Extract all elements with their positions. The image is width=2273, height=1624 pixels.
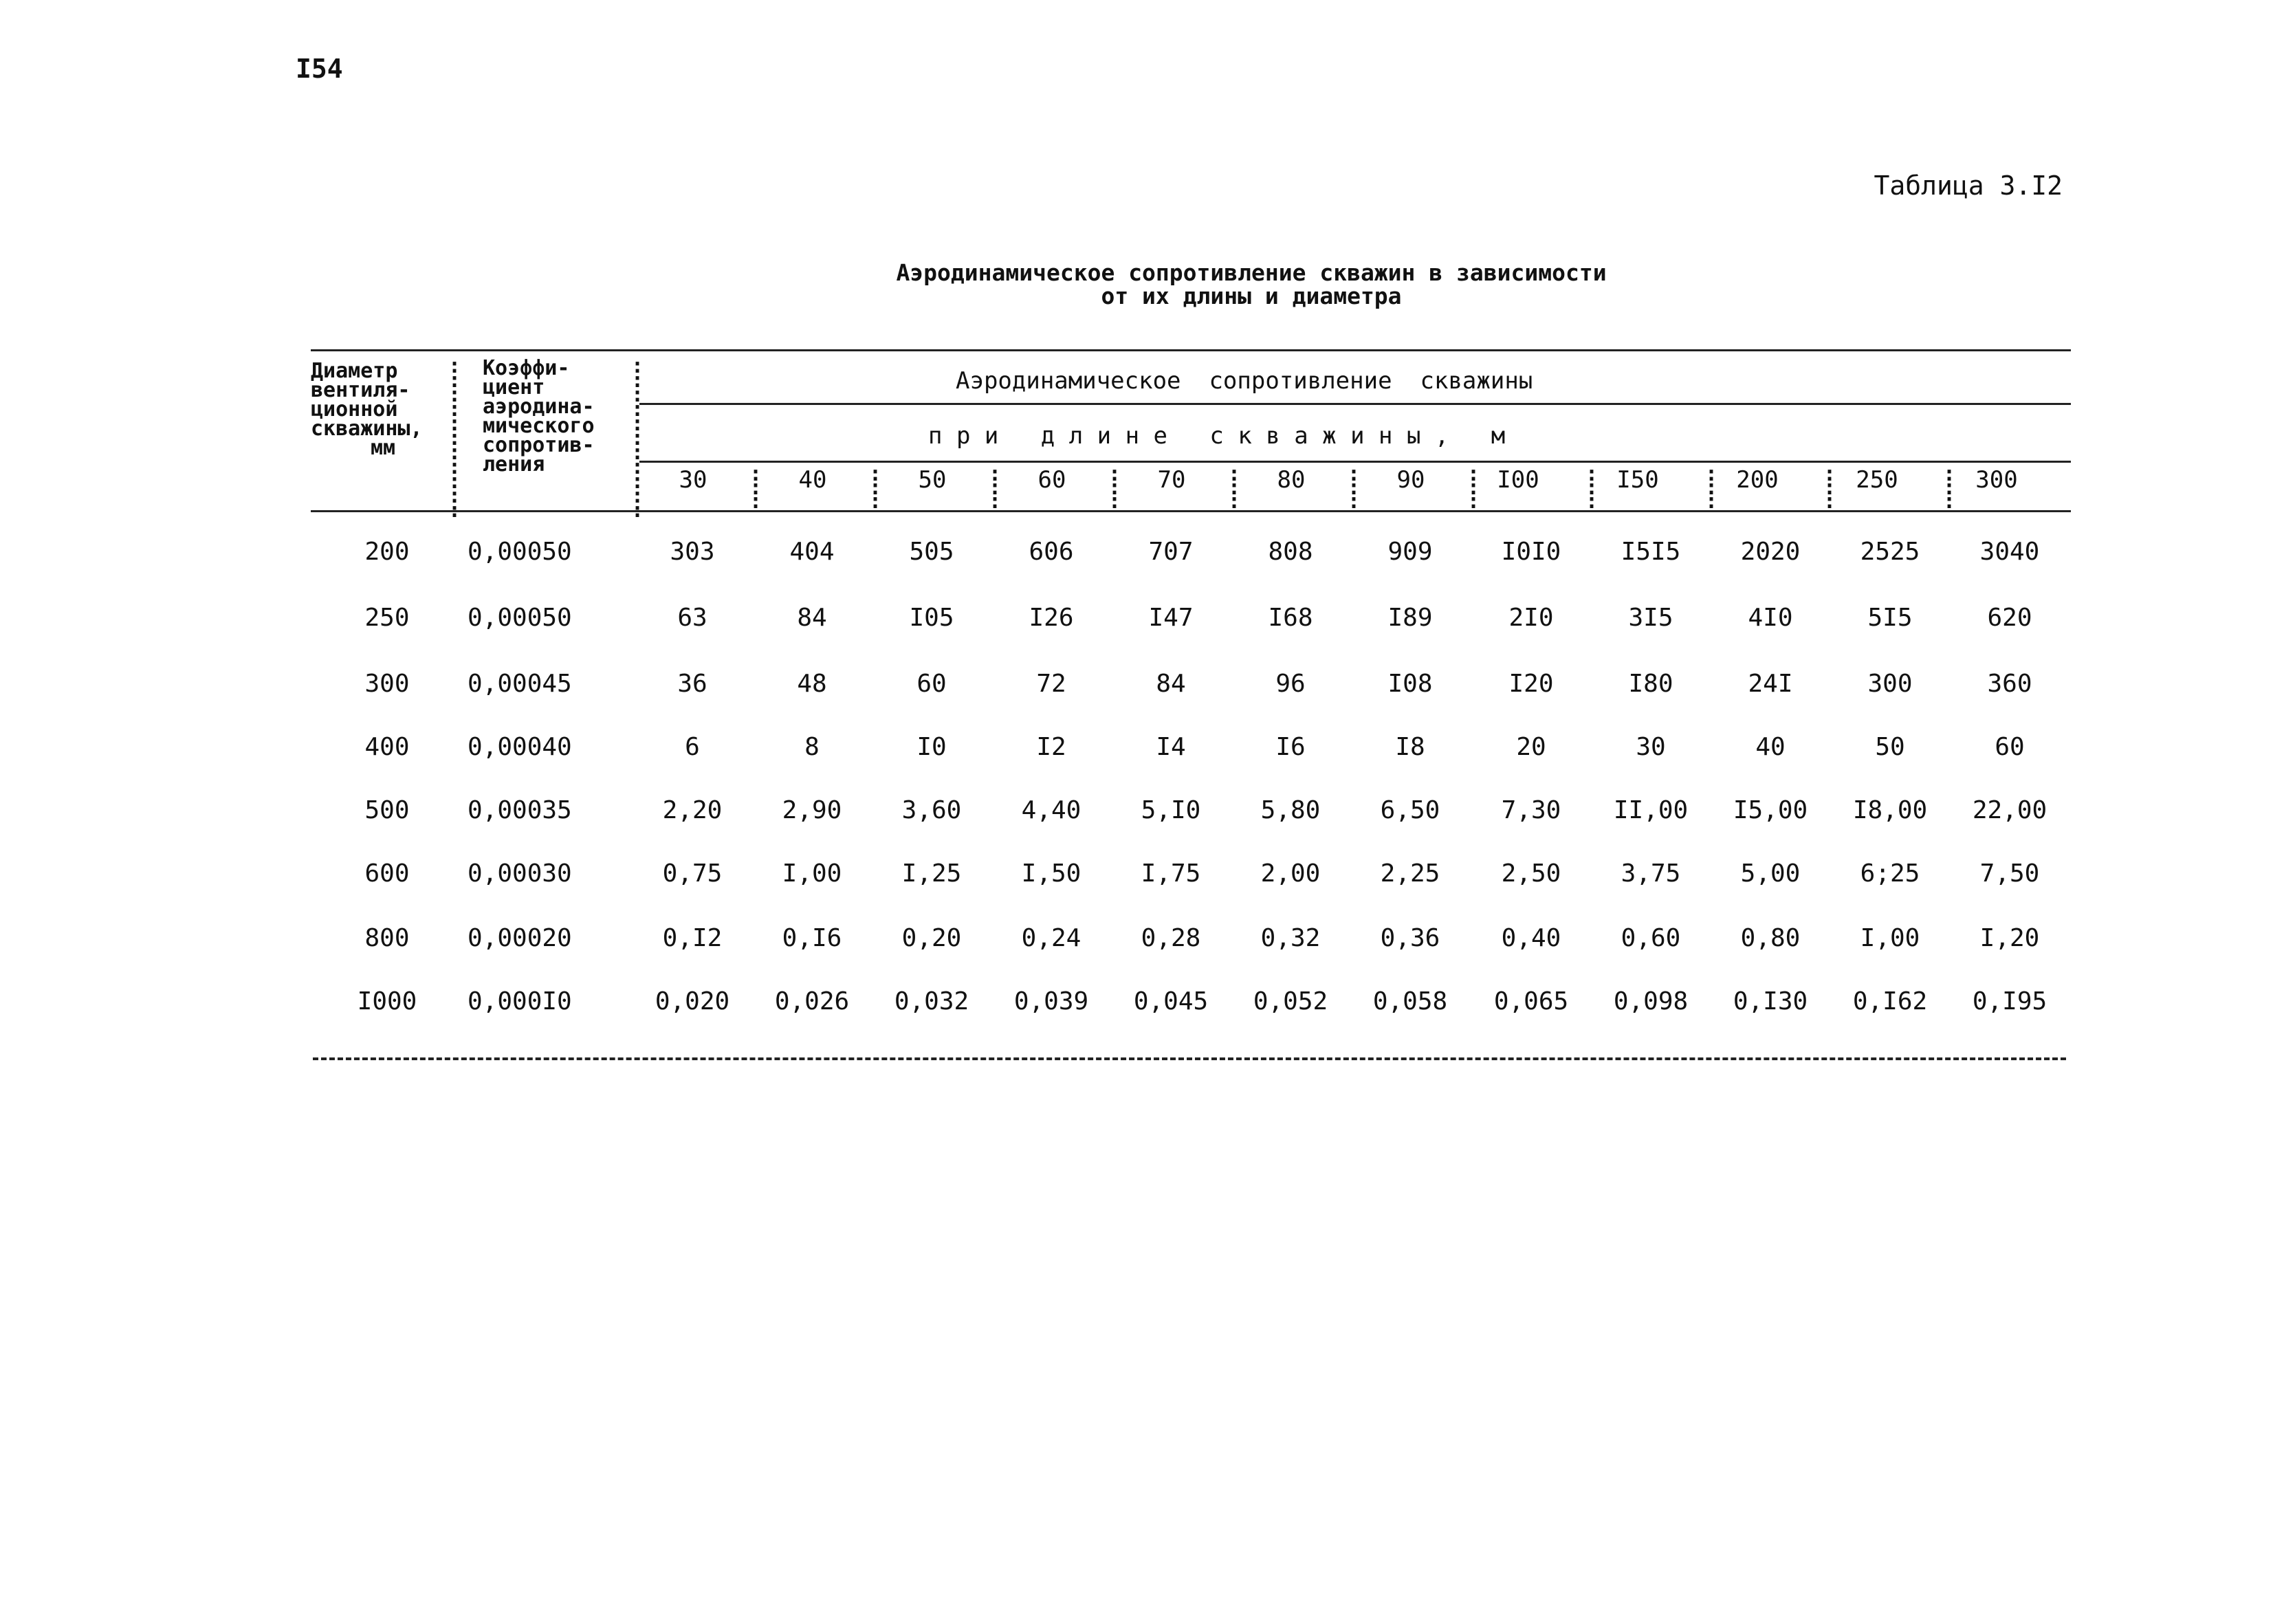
resistance-cell: II,00 (1613, 796, 1689, 824)
diameter-cell: 400 (364, 733, 410, 761)
length-header: 30 (679, 466, 707, 494)
resistance-cell: 36 (677, 670, 707, 698)
column-separator: : : : (1467, 462, 1480, 514)
length-header: 250 (1856, 466, 1898, 494)
resistance-cell: 2020 (1740, 538, 1801, 566)
resistance-cell: 5,I0 (1141, 796, 1201, 824)
resistance-cell: 22,00 (1972, 796, 2047, 824)
header-diameter-line: скважины, (311, 417, 423, 441)
resistance-cell: 30 (1636, 733, 1666, 761)
resistance-cell: 60 (1995, 733, 2025, 761)
column-separator: : : : (989, 462, 1002, 514)
resistance-cell: I2 (1036, 733, 1066, 761)
resistance-cell: 2I0 (1508, 604, 1554, 632)
resistance-cell: 0,I30 (1733, 987, 1808, 1016)
resistance-cell: 0,039 (1013, 987, 1089, 1016)
group-title: Аэродинамическое сопротивление скважины (956, 367, 1533, 395)
diameter-cell: 600 (364, 859, 410, 888)
table-title (688, 261, 1815, 308)
resistance-cell: 48 (797, 670, 827, 698)
resistance-cell: 606 (1029, 538, 1074, 566)
resistance-cell: I,00 (1860, 924, 1920, 952)
coefficient-cell: 0,00045 (468, 670, 572, 698)
resistance-cell: I47 (1148, 604, 1194, 632)
resistance-cell: I8 (1395, 733, 1425, 761)
header-diameter-line: мм (370, 436, 396, 460)
resistance-cell: 404 (789, 538, 835, 566)
resistance-cell: 7,50 (1979, 859, 2040, 888)
header-coefficient-line: мического (483, 414, 595, 438)
resistance-cell: 0,28 (1141, 924, 1201, 952)
column-separator: : : : (1823, 462, 1836, 514)
column-separator: : : : (1943, 462, 1956, 514)
resistance-cell: 60 (916, 670, 947, 698)
resistance-cell: 0,058 (1372, 987, 1448, 1016)
resistance-cell: 6 (685, 733, 700, 761)
resistance-cell: I,75 (1141, 859, 1201, 888)
resistance-cell: 0,052 (1253, 987, 1328, 1016)
title-line-1: Аэродинамическое сопротивление скважин в зависимости (896, 259, 1607, 286)
resistance-cell: I6 (1275, 733, 1306, 761)
resistance-cell: 2,50 (1501, 859, 1561, 888)
resistance-cell: 0,I6 (782, 924, 842, 952)
resistance-cell: 84 (797, 604, 827, 632)
resistance-cell: I08 (1387, 670, 1433, 698)
table-end-rule (313, 1057, 2066, 1060)
column-separator: : : : (1108, 462, 1121, 514)
resistance-cell: 0,032 (894, 987, 969, 1016)
diameter-cell: 250 (364, 604, 410, 632)
resistance-cell: 505 (909, 538, 954, 566)
resistance-cell: 6,50 (1380, 796, 1440, 824)
header-diameter-line: Диаметр (311, 359, 398, 383)
resistance-cell: 2,90 (782, 796, 842, 824)
column-separator: : : : (1585, 462, 1599, 514)
diameter-cell: 800 (364, 924, 410, 952)
resistance-cell: I5I5 (1621, 538, 1681, 566)
resistance-cell: I5,00 (1733, 796, 1808, 824)
resistance-cell: 0,60 (1621, 924, 1681, 952)
length-header: 50 (918, 466, 947, 494)
resistance-cell: 0,32 (1260, 924, 1321, 952)
header-bottom-rule (311, 510, 2071, 512)
resistance-cell: 3040 (1979, 538, 2040, 566)
length-header: 80 (1277, 466, 1306, 494)
resistance-cell: 20 (1516, 733, 1546, 761)
resistance-cell: 0,24 (1021, 924, 1081, 952)
resistance-cell: I05 (909, 604, 954, 632)
resistance-cell: 7,30 (1501, 796, 1561, 824)
header-diameter-line: ционной (311, 397, 398, 421)
page-number: I54 (296, 54, 343, 84)
resistance-cell: 84 (1156, 670, 1186, 698)
resistance-cell: I,50 (1021, 859, 1081, 888)
resistance-cell: 0,20 (901, 924, 962, 952)
coefficient-cell: 0,00030 (468, 859, 572, 888)
length-header: 70 (1157, 466, 1186, 494)
resistance-cell: I0 (916, 733, 947, 761)
resistance-cell: 909 (1387, 538, 1433, 566)
resistance-cell: 2,20 (662, 796, 723, 824)
resistance-cell: 0,I95 (1972, 987, 2047, 1016)
coefficient-cell: 0,00050 (468, 604, 572, 632)
resistance-cell: I8,00 (1852, 796, 1928, 824)
header-coefficient-line: аэродина- (483, 395, 595, 419)
header-coefficient-line: Коэффи- (483, 356, 570, 380)
length-header: 300 (1975, 466, 2018, 494)
resistance-cell: I20 (1508, 670, 1554, 698)
resistance-cell: 6;25 (1860, 859, 1920, 888)
resistance-cell: 620 (1987, 604, 2032, 632)
length-header: I50 (1616, 466, 1659, 494)
resistance-cell: I26 (1029, 604, 1074, 632)
diameter-cell: I000 (357, 987, 417, 1016)
length-header: 200 (1736, 466, 1779, 494)
resistance-cell: 0,I2 (662, 924, 723, 952)
resistance-cell: I68 (1268, 604, 1313, 632)
resistance-cell: 24I (1748, 670, 1793, 698)
resistance-cell: 72 (1036, 670, 1066, 698)
column-separator: : : : (749, 462, 762, 514)
resistance-cell: 0,75 (662, 859, 723, 888)
resistance-cell: I,20 (1979, 924, 2040, 952)
column-separator: : : : (1705, 462, 1718, 514)
resistance-cell: I0I0 (1501, 538, 1561, 566)
resistance-cell: 4,40 (1021, 796, 1081, 824)
resistance-cell: 96 (1275, 670, 1306, 698)
coefficient-cell: 0,000I0 (468, 987, 572, 1016)
header-coefficient-line: сопротив- (483, 433, 595, 457)
resistance-cell: I80 (1628, 670, 1673, 698)
resistance-cell: 0,065 (1493, 987, 1569, 1016)
resistance-cell: 40 (1755, 733, 1786, 761)
column-separator: : : : : : : : : : : : (448, 354, 461, 523)
resistance-cell: 0,020 (655, 987, 730, 1016)
coefficient-cell: 0,00035 (468, 796, 572, 824)
resistance-cell: 5,80 (1260, 796, 1321, 824)
resistance-cell: 0,I62 (1852, 987, 1928, 1016)
length-header: 60 (1037, 466, 1066, 494)
header-diameter (311, 359, 455, 460)
resistance-cell: 3I5 (1628, 604, 1673, 632)
resistance-cell: 0,36 (1380, 924, 1440, 952)
resistance-cell: 5,00 (1740, 859, 1801, 888)
resistance-cell: 63 (677, 604, 707, 632)
resistance-cell: 0,40 (1501, 924, 1561, 952)
resistance-cell: 0,80 (1740, 924, 1801, 952)
resistance-cell: 2525 (1860, 538, 1920, 566)
resistance-cell: 2,00 (1260, 859, 1321, 888)
column-separator: : : : : : : : : : : : (631, 354, 644, 523)
resistance-cell: 808 (1268, 538, 1313, 566)
column-separator: : : : (869, 462, 882, 514)
resistance-cell: 360 (1987, 670, 2032, 698)
diameter-cell: 200 (364, 538, 410, 566)
table-label: Таблица 3.I2 (1874, 171, 2063, 201)
title-line-2: от их длины и диаметра (1101, 283, 1402, 309)
column-separator: : : : (1228, 462, 1241, 514)
length-header: I00 (1497, 466, 1539, 494)
sub-title: п р и д л и н е с к в а ж и н ы , м (928, 422, 1506, 450)
coefficient-cell: 0,00050 (468, 538, 572, 566)
resistance-cell: 4I0 (1748, 604, 1793, 632)
resistance-cell: I,25 (901, 859, 962, 888)
table-top-rule (311, 349, 2071, 351)
header-diameter-line: вентиля- (311, 378, 410, 402)
resistance-cell: 3,75 (1621, 859, 1681, 888)
header-coefficient-line: циент (483, 375, 545, 399)
resistance-cell: 707 (1148, 538, 1194, 566)
resistance-cell: I89 (1387, 604, 1433, 632)
resistance-cell: 300 (1867, 670, 1913, 698)
length-header: 40 (798, 466, 827, 494)
diameter-cell: 500 (364, 796, 410, 824)
group-title-rule (639, 403, 2071, 405)
resistance-cell: 5I5 (1867, 604, 1913, 632)
coefficient-cell: 0,00020 (468, 924, 572, 952)
column-separator: : : : (1348, 462, 1361, 514)
diameter-cell: 300 (364, 670, 410, 698)
resistance-cell: 2,25 (1380, 859, 1440, 888)
coefficient-cell: 0,00040 (468, 733, 572, 761)
resistance-cell: 0,098 (1613, 987, 1689, 1016)
resistance-cell: I4 (1156, 733, 1186, 761)
resistance-cell: 8 (804, 733, 820, 761)
resistance-cell: 3,60 (901, 796, 962, 824)
resistance-cell: 0,045 (1133, 987, 1209, 1016)
resistance-cell: 0,026 (774, 987, 850, 1016)
resistance-cell: 50 (1875, 733, 1905, 761)
header-coefficient (483, 356, 620, 476)
length-header: 90 (1396, 466, 1425, 494)
header-coefficient-line: ления (483, 452, 545, 476)
resistance-cell: I,00 (782, 859, 842, 888)
resistance-cell: 303 (670, 538, 715, 566)
